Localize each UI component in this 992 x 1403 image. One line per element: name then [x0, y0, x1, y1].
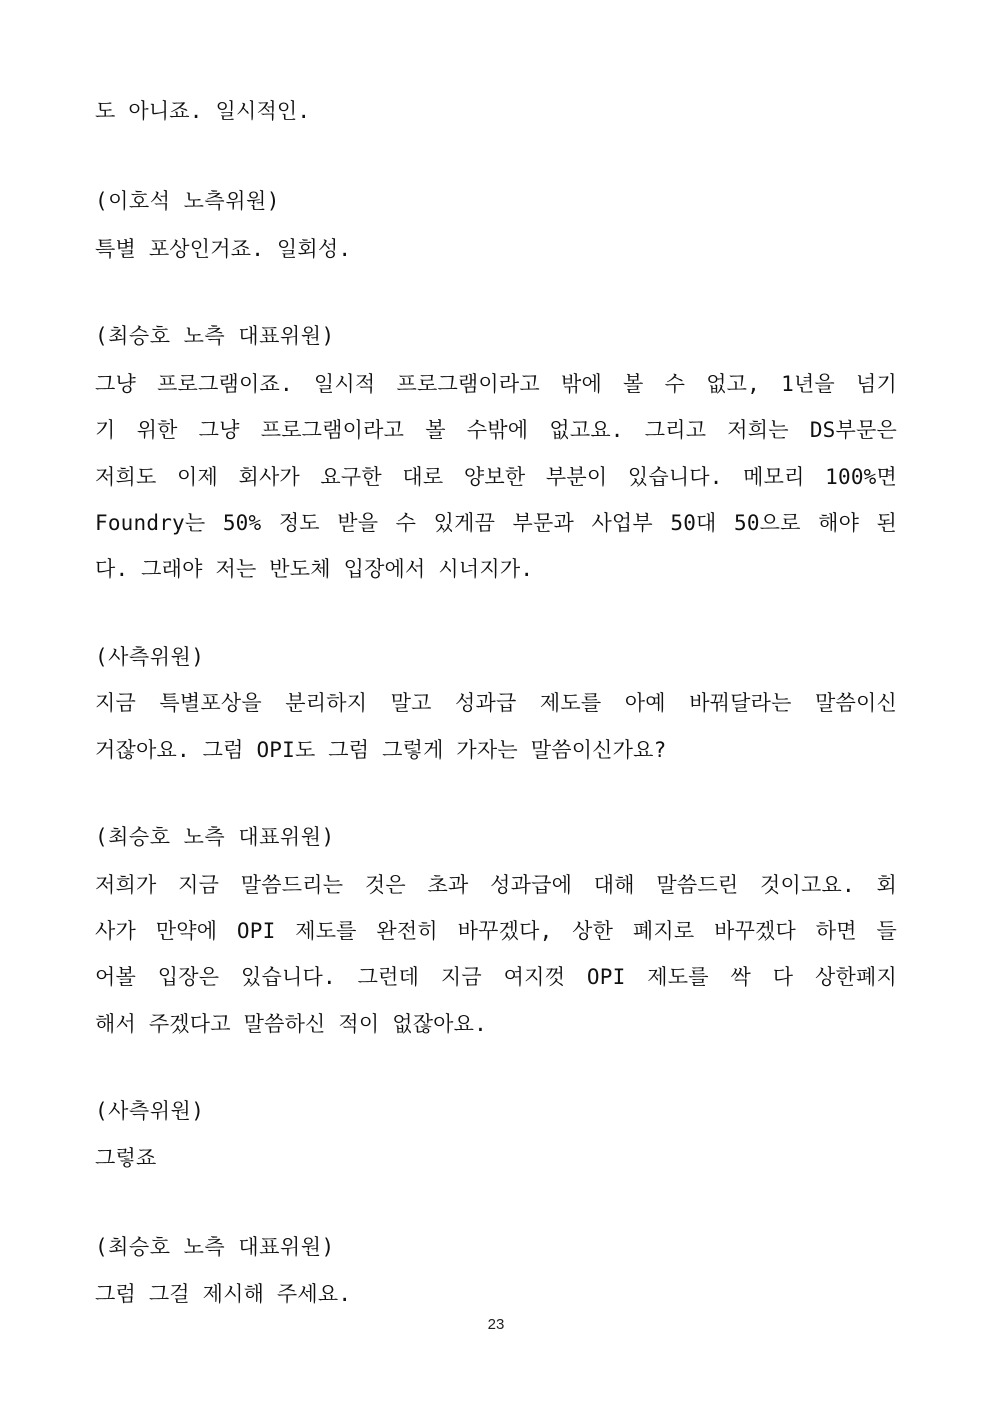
speaker-label: (사측위원)	[95, 645, 205, 669]
text-line: 해서 주겠다고 말씀하신 적이 없잖아요.	[95, 1012, 487, 1036]
text-line: 지금 특별포상을 분리하지 말고 성과급 제도를 아예 바꿔달라는 말씀이신	[95, 691, 897, 715]
text-line: 사가 만약에 OPI 제도를 완전히 바꾸겠다, 상한 폐지로 바꾸겠다 하면 들	[95, 919, 897, 943]
page-number: 23	[487, 1316, 505, 1333]
text-line: 거잖아요. 그럼 OPI도 그럼 그렇게 가자는 말씀이신가요?	[95, 738, 667, 762]
text-line: Foundry는 50% 정도 받을 수 있게끔 부문과 사업부 50대 50으로 해야 된	[95, 511, 897, 535]
speaker-label: (사측위원)	[95, 1099, 205, 1123]
text-line: 저희도 이제 회사가 요구한 대로 양보한 부분이 있습니다. 메모리 100%면	[95, 465, 897, 489]
text-line: 어볼 입장은 있습니다. 그런데 지금 여지껏 OPI 제도를 싹 다 상한폐지	[95, 965, 897, 989]
text-line: 저희가 지금 말씀드리는 것은 초과 성과급에 대해 말씀드린 것이고요. 회	[95, 873, 897, 897]
speaker-label: (최승호 노측 대표위원)	[95, 1235, 335, 1259]
speaker-label: (최승호 노측 대표위원)	[95, 825, 335, 849]
text-line: 그럼 그걸 제시해 주세요.	[95, 1282, 352, 1306]
text-line: 도 아니죠. 일시적인.	[95, 99, 311, 123]
text-line: 다. 그래야 저는 반도체 입장에서 시너지가.	[95, 557, 534, 581]
text-line: 특별 포상인거죠. 일회성.	[95, 237, 352, 261]
speaker-label: (이호석 노측위원)	[95, 189, 280, 213]
text-line: 그냥 프로그램이죠. 일시적 프로그램이라고 밖에 볼 수 없고, 1년을 넘기	[95, 372, 897, 396]
speaker-label: (최승호 노측 대표위원)	[95, 324, 335, 348]
text-line: 기 위한 그냥 프로그램이라고 볼 수밖에 없고요. 그리고 저희는 DS부문은	[95, 418, 897, 442]
text-line: 그렇죠	[95, 1146, 157, 1170]
